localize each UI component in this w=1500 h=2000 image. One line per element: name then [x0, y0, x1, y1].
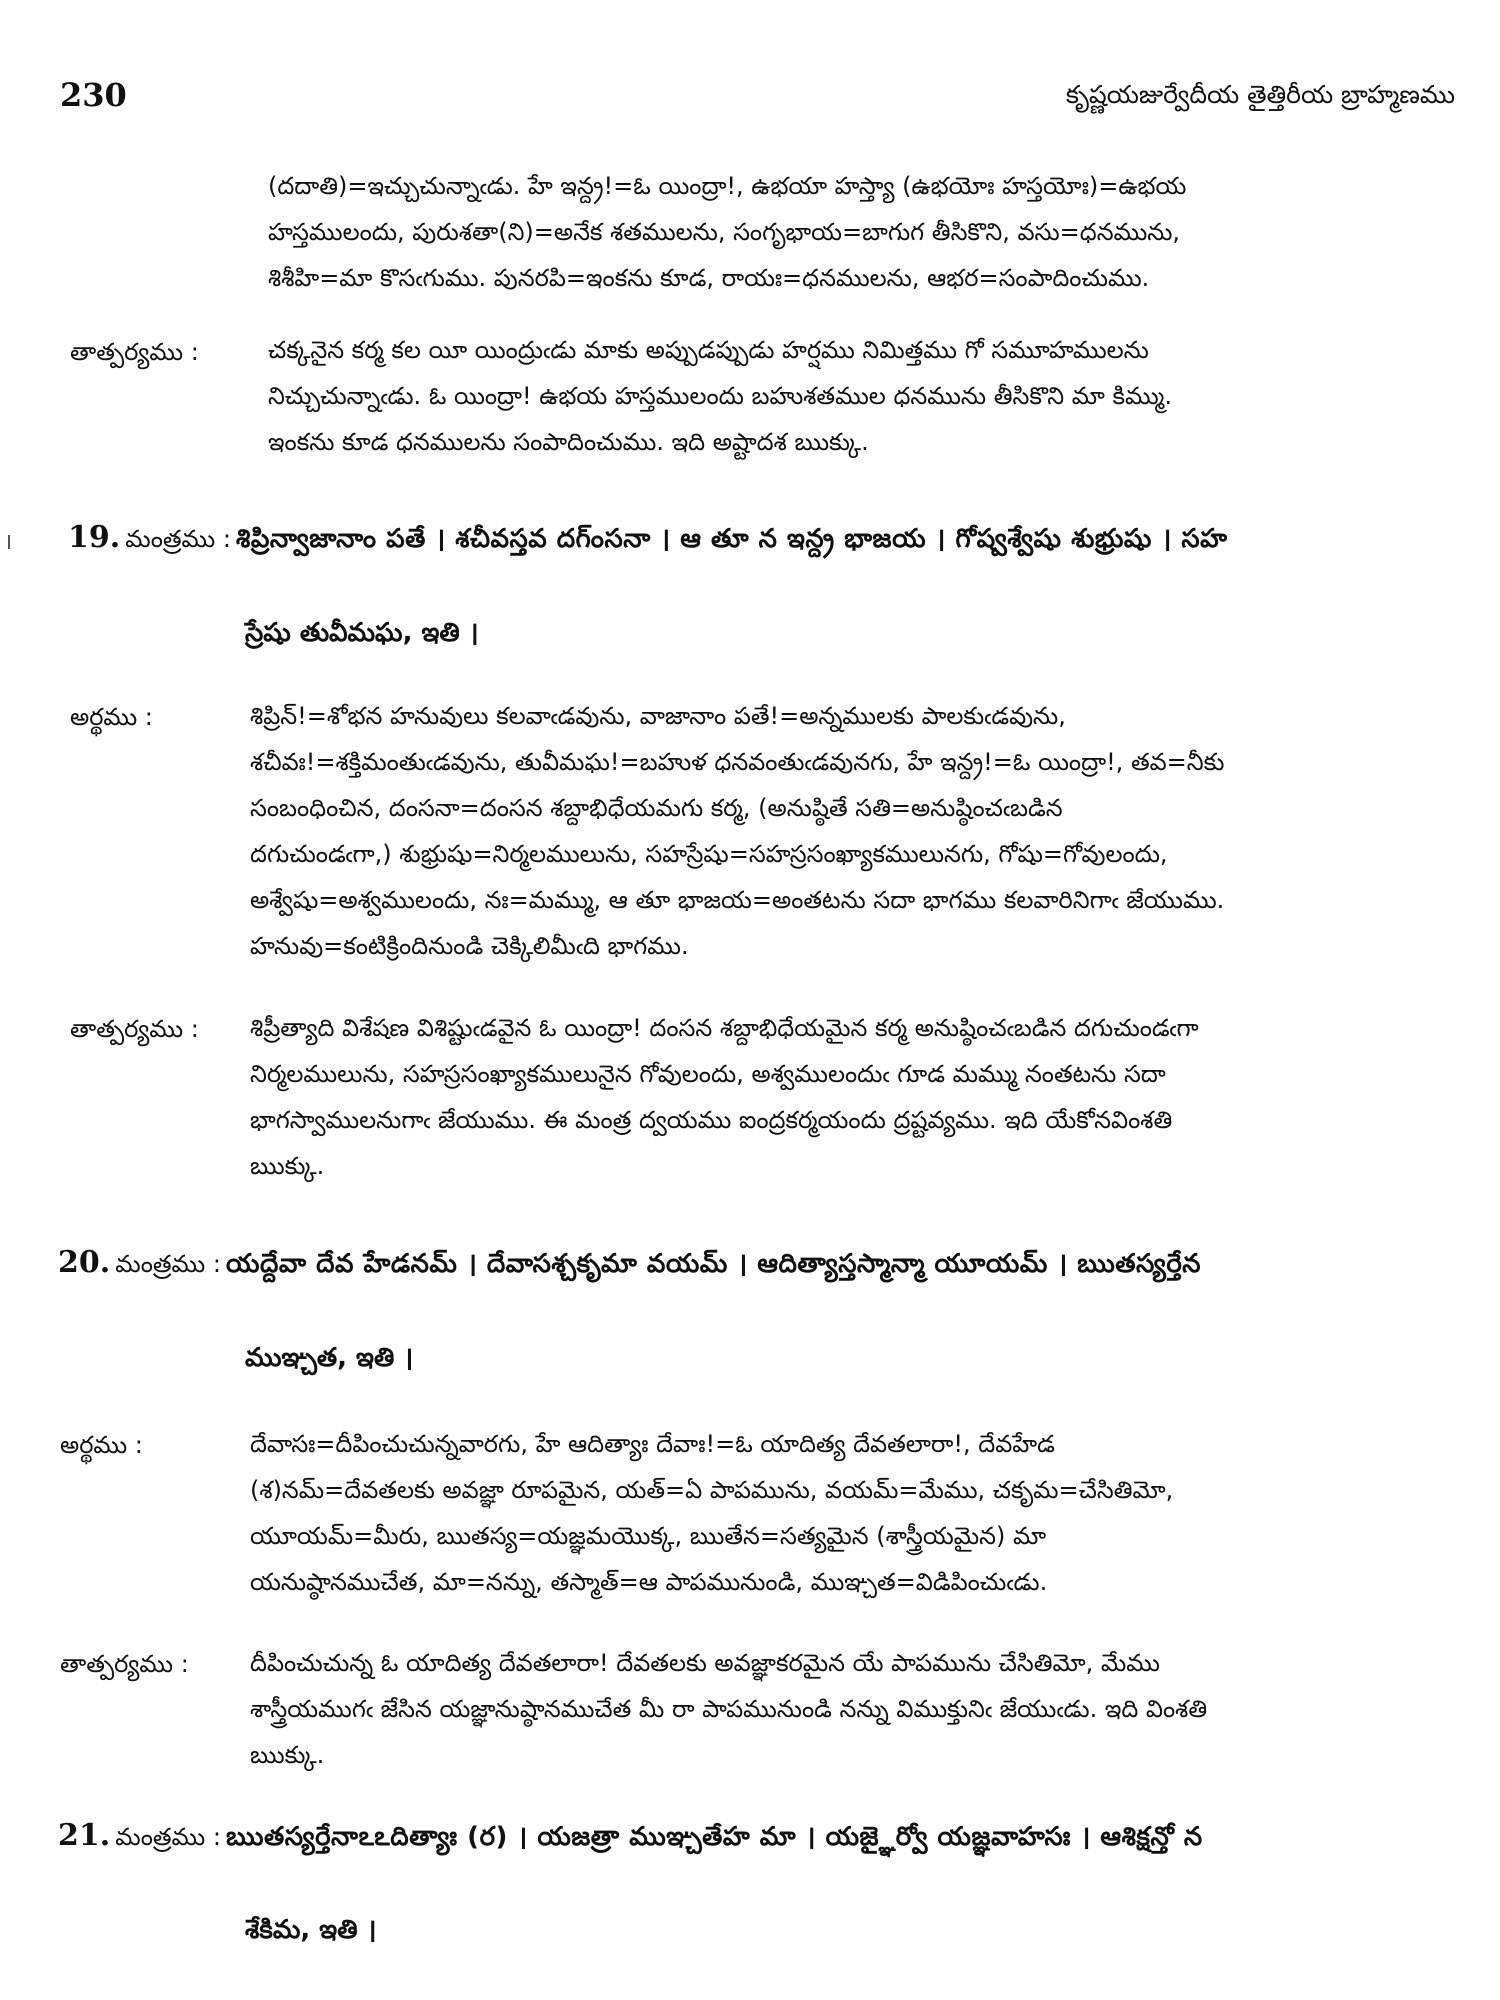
meaning-18-continuation	[268, 163, 1455, 301]
mantra-number: 20.	[58, 1245, 111, 1280]
mantra-number: 21.	[58, 1818, 111, 1853]
text-line: శిప్రిన్!=శోభన హనువులు కలవాఁడవును, వాజానాం పతే!=అన్నములకు పాలకుఁడవును,	[250, 702, 1066, 730]
mantra-verse-continuation: స్రేషు తువీమఘ, ఇతి ।	[245, 618, 479, 648]
margin-mark	[8, 535, 10, 549]
mantra-heading	[58, 1818, 1203, 1858]
meaning-label: అర్థము :	[60, 1431, 143, 1459]
text-line: ఋక్కు.	[250, 1152, 325, 1180]
mantra-label: మంత్రము :	[115, 1823, 221, 1851]
mantra-verse: యద్దేవా దేవ హేడనమ్ । దేవాసశ్చకృమా వయమ్ । ఆదిత్యాస్తస్మాన్మా యూయమ్ । ఋతస్యర్తేన	[226, 1249, 1201, 1279]
mantra-verse-continuation: ముఞ్చత, ఇతి ।	[245, 1343, 414, 1373]
summary-label: తాత్పర్యము :	[70, 1015, 199, 1043]
summary-text	[250, 1005, 1455, 1189]
text-line: అశ్వేషు=అశ్వములందు, నః=మమ్ము, ఆ తూ భాజయ=అంతటను సదా భాగము కలవారినిగాఁ జేయుము.	[250, 886, 1225, 914]
summary-text	[250, 1640, 1455, 1778]
mantra-verse: ఋతస్యర్తేనాఽఽదిత్యాః (ర) । యజత్రా ముఞ్చతేహ మా । యజ్ఞైర్వో యజ్ఞవాహసః । ఆశిక్షన్తో న	[226, 1822, 1203, 1852]
text-line: సంబంధించిన, దంసనా=దంసన శబ్దాభిధేయమగు కర్మ, (అనుష్ఠితే సతి=అనుష్ఠించఁబడిన	[250, 794, 1063, 822]
text-line: చక్కనైన కర్మ కల యీ యింద్రుఁడు మాకు అప్పుడప్పుడు హర్షము నిమిత్తము గో సమూహములను	[268, 336, 1149, 364]
mantra-verse: శిప్రిన్వాజానాం పతే । శచీవస్తవ దగ్ంసనా । ఆ తూ న ఇన్ద్ర భాజయ । గోష్వశ్వేషు శుభ్రుషు । సహ	[236, 524, 1228, 554]
text-line: (శ)నమ్=దేవతలకు అవజ్ఞా రూపమైన, యత్=ఏ పాపమును, వయమ్=మేము, చకృమ=చేసితిమో,	[250, 1476, 1174, 1504]
text-line: దగుచుండఁగా,) శుభ్రుషు=నిర్మలములును, సహస్రేషు=సహస్రసంఖ్యాకములునగు, గోషు=గోవులందు,	[250, 840, 1168, 868]
text-line: దేవాసః=దీపించుచున్నవారగు, హే ఆదిత్యాః దేవాః!=ఓ యాదిత్య దేవతలారా!, దేవహేడ	[250, 1430, 1055, 1458]
page-header	[60, 76, 1455, 120]
text-line: నిచ్చుచున్నాఁడు. ఓ యింద్రా! ఉభయ హస్తములందు బహుశతముల ధనమును తీసికొని మా కిమ్ము.	[268, 382, 1172, 410]
text-line: శచీవః!=శక్తిమంతుఁడవును, తువీమఘ!=బహుళ ధనవంతుఁడవునగు, హే ఇన్ద్ర!=ఓ యింద్రా!, తవ=నీకు	[250, 748, 1225, 776]
meaning-text	[250, 1421, 1455, 1605]
summary-label: తాత్పర్యము :	[70, 338, 199, 366]
text-line: హనువు=కంటిక్రిందినుండి చెక్కిలిమీఁది భాగము.	[250, 932, 689, 960]
text-line: నిర్మలములును, సహస్రసంఖ్యాకములునైన గోవులందు, అశ్వములందుఁ గూడ మమ్ము నంతటను సదా	[250, 1060, 1166, 1088]
summary-text	[268, 327, 1455, 465]
mantra-verse-continuation: శేకిమ, ఇతి ।	[245, 1915, 377, 1945]
mantra-heading	[68, 520, 1227, 560]
mantra-heading	[58, 1245, 1201, 1285]
text-line: ఇంకను కూడ ధనములను సంపాదించుము. ఇది అష్టాదశ ఋక్కు.	[268, 428, 869, 456]
mantra-label: మంత్రము :	[125, 525, 231, 553]
text-line: యనుష్ఠానముచేత, మా=నన్ను, తస్మాత్=ఆ పాపమునుండి, ముఞ్చత=విడిపించుఁడు.	[250, 1568, 1048, 1596]
summary-label: తాత్పర్యము :	[60, 1650, 189, 1678]
text-line: దీపించుచున్న ఓ యాదిత్య దేవతలారా! దేవతలకు అవజ్ఞాకరమైన యే పాపమును చేసితిమో, మేము	[250, 1649, 1160, 1677]
mantra-number: 19.	[68, 520, 121, 555]
text-line: శిశీహి=మా కొసఁగుము. పునరపి=ఇంకను కూడ, రాయః=ధనములను, ఆభర=సంపాదించుము.	[268, 264, 1150, 292]
text-line: శాస్త్రీయముగఁ జేసిన యజ్ఞానుష్ఠానముచేత మీ రా పాపమునుండి నన్ను విముక్తునిఁ జేయుఁడు. ఇది వింశతి	[250, 1695, 1208, 1723]
text-line: యూయమ్=మీరు, ఋతస్య=యజ్ఞమయొక్క, ఋతేన=సత్యమైన (శాస్త్రీయమైన) మా	[250, 1522, 1047, 1550]
text-line: భాగస్వాములనుగాఁ జేయుము. ఈ మంత్ర ద్వయము ఐంద్రకర్మయందు ద్రష్టవ్యము. ఇది యేకోనవింశతి	[250, 1106, 1173, 1134]
text-line: (దదాతి)=ఇచ్చుచున్నాఁడు. హే ఇన్ద్ర!=ఓ యింద్రా!, ఉభయా హస్త్యా (ఉభయోః హస్తయోః)=ఉభయ	[268, 172, 1187, 200]
text-line: హస్తములందు, పురుశతా(ని)=అనేక శతములను, సంగృభాయ=బాగుగ తీసికొని, వసు=ధనమును,	[268, 218, 1181, 246]
running-title: కృష్ణయజుర్వేదీయ తైత్తిరీయ బ్రాహ్మణము	[1065, 80, 1455, 109]
text-line: శిప్రీత్యాది విశేషణ విశిష్టుఁడవైన ఓ యింద్రా! దంసన శబ్దాభిధేయమైన కర్మ అనుష్ఠించఁబడిన దగుచుండఁగా	[250, 1014, 1199, 1042]
text-line: ఋక్కు.	[250, 1741, 325, 1769]
page-number: 230	[60, 76, 127, 114]
meaning-text	[250, 693, 1455, 969]
mantra-label: మంత్రము :	[115, 1250, 221, 1278]
meaning-label: అర్థము :	[70, 703, 153, 731]
